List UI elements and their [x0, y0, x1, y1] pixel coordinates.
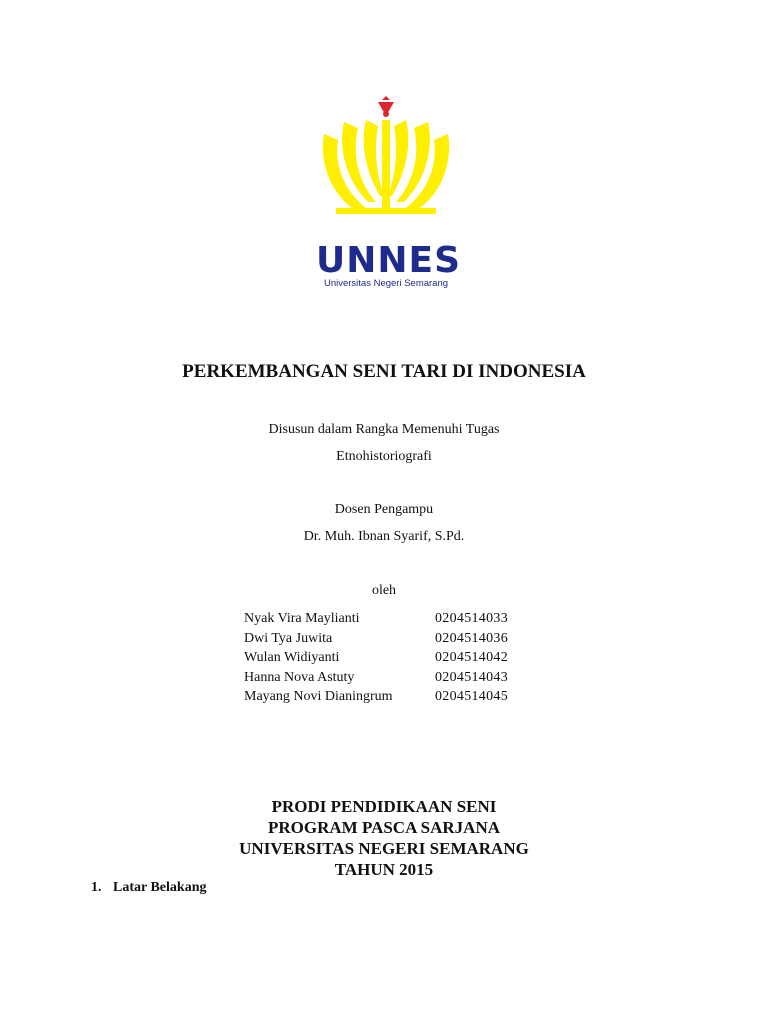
- member-name: Hanna Nova Astuty: [244, 669, 355, 685]
- by-label: oleh: [371, 583, 397, 598]
- member-name: Mayang Novi Dianingrum: [244, 689, 393, 704]
- member-nim: 0204514036: [435, 630, 508, 646]
- logo-subtitle-text: Universitas Negeri Semarang: [323, 278, 449, 289]
- institution-block: [0, 796, 768, 880]
- member-nim: 0204514042: [435, 650, 508, 665]
- section-number: 1.: [91, 880, 102, 895]
- document-title: PERKEMBANGAN SENI TARI DI INDONESIA: [182, 361, 586, 382]
- lecturer-label: Dosen Pengampu: [334, 502, 434, 517]
- section-title: Latar Belakang: [113, 880, 207, 895]
- logo-brand-text: UNNES: [316, 240, 462, 281]
- purpose-line-1: Disusun dalam Rangka Memenuhi Tugas: [268, 422, 500, 437]
- member-nim: 0204514043: [435, 669, 508, 685]
- member-list: [244, 609, 544, 707]
- member-row: [244, 668, 544, 688]
- member-row: [244, 609, 544, 629]
- member-name: Wulan Widiyanti: [244, 650, 340, 665]
- member-nim: 0204514033: [435, 611, 508, 626]
- member-nim: 0204514045: [435, 689, 508, 704]
- member-row: [244, 687, 544, 707]
- institution-line-2: PROGRAM PASCA SARJANA: [267, 818, 500, 837]
- purpose-line-2: Etnohistoriografi: [336, 449, 432, 464]
- member-row: [244, 629, 544, 649]
- member-row: [244, 648, 544, 668]
- institution-line-1: PRODI PENDIDIKAAN SENI: [271, 797, 497, 816]
- institution-line-4: TAHUN 2015: [334, 860, 434, 879]
- member-name: Dwi Tya Juwita: [244, 630, 333, 646]
- unnes-logo: [316, 96, 462, 296]
- section-heading: [91, 879, 206, 897]
- unnes-emblem-icon: [316, 96, 456, 246]
- member-name: Nyak Vira Maylianti: [244, 611, 360, 626]
- lecturer-name: Dr. Muh. Ibnan Syarif, S.Pd.: [303, 529, 465, 544]
- institution-line-3: UNIVERSITAS NEGERI SEMARANG: [239, 839, 529, 858]
